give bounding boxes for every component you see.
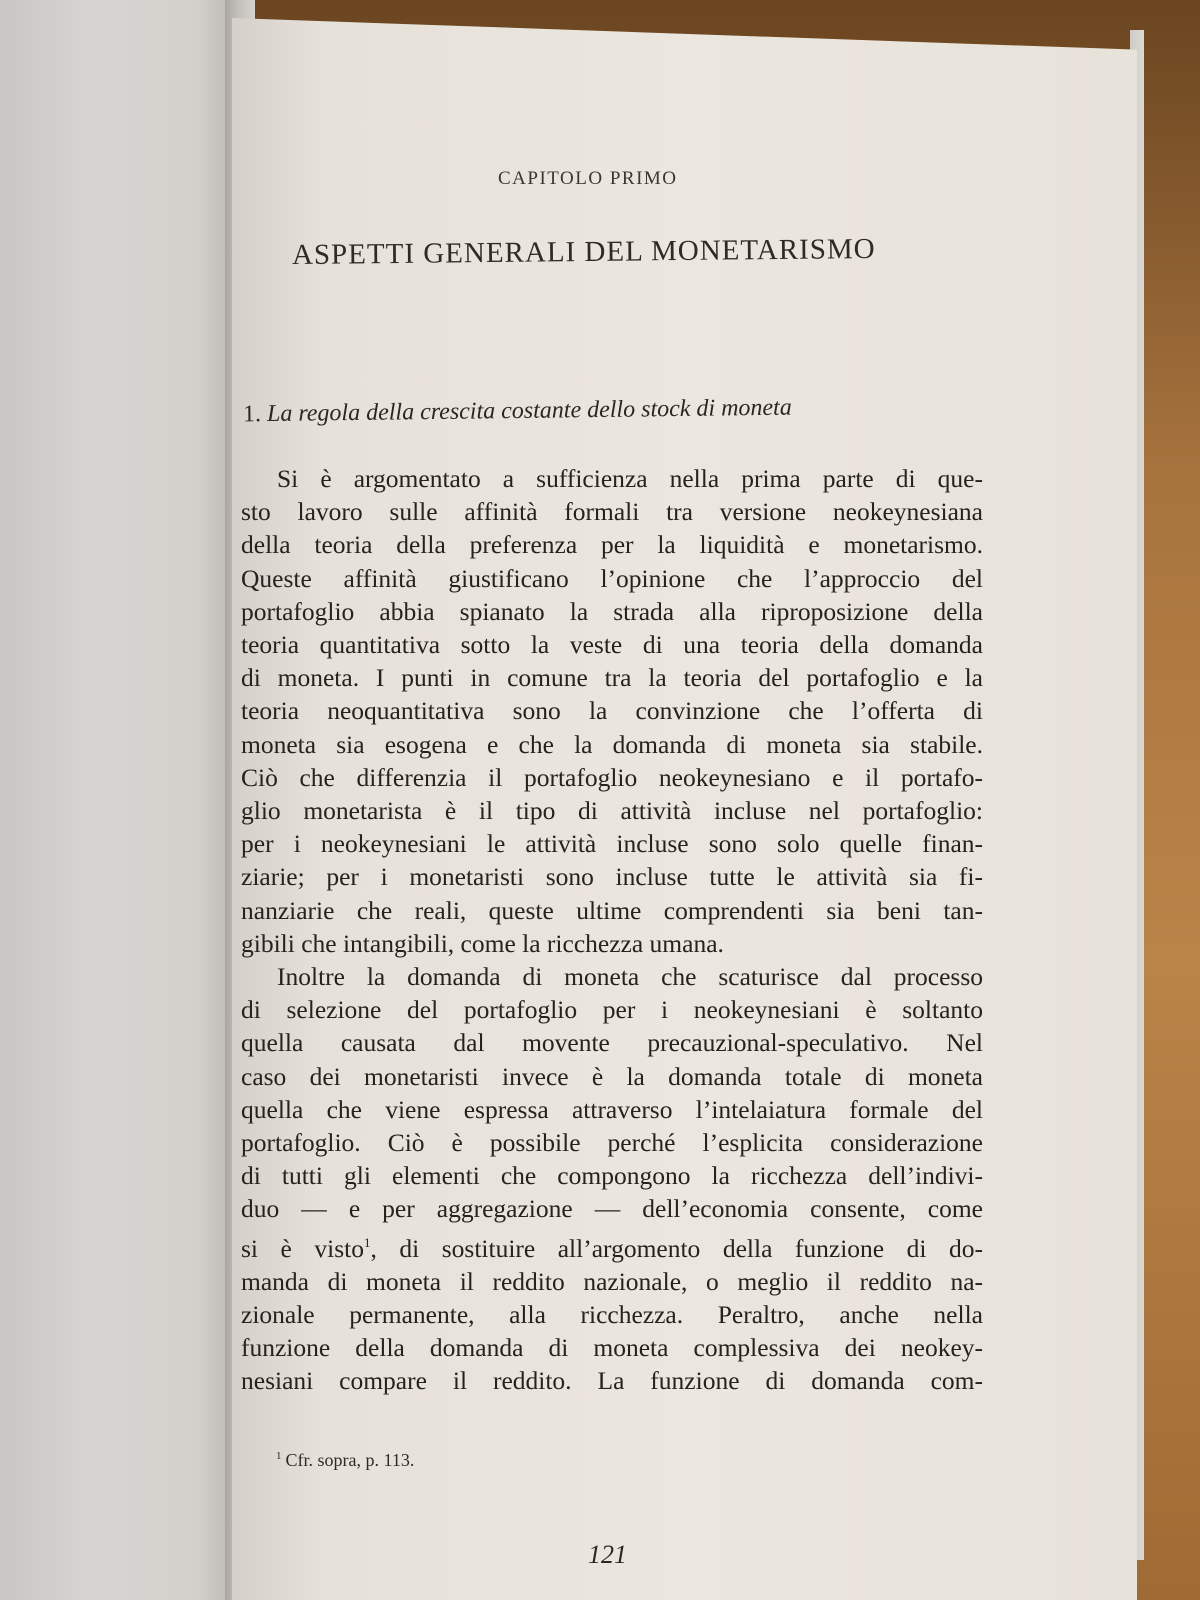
- text-line: moneta sia esogena e che la domanda di moneta sia stabile.: [241, 729, 983, 759]
- text-line: nanziarie che reali, queste ultime comprendenti sia beni tan-: [241, 895, 983, 925]
- section-number: 1.: [242, 401, 262, 428]
- text-line-with-noteref: [241, 1226, 983, 1265]
- chapter-label: CAPITOLO PRIMO: [498, 168, 678, 189]
- text-line: Si è argomentato a sufficienza nella prima parte di que-: [277, 464, 983, 493]
- text-line: Inoltre la domanda di moneta che scaturisce dal processo: [277, 962, 983, 992]
- section-heading: [243, 395, 792, 429]
- text-line: funzione della domanda di moneta complessiva dei neokey-: [241, 1333, 983, 1363]
- text-fragment: si è visto: [241, 1233, 364, 1263]
- text-line: di selezione del portafoglio per i neokeynesiani è soltanto: [241, 995, 983, 1025]
- text-line: zionale permanente, alla ricchezza. Peraltro, anche nella: [241, 1300, 983, 1330]
- section-title: La regola della crescita costante dello stock di moneta: [266, 394, 792, 428]
- footnote: [276, 1450, 414, 1471]
- text-fragment: , di sostituire all’argomento della funzione di do-: [370, 1233, 983, 1263]
- text-line: portafoglio abbia spianato la strada alla riproposizione della: [241, 596, 983, 626]
- text-line: teoria neoquantitativa sono la convinzione che l’offerta di: [241, 696, 983, 726]
- footnote-reference[interactable]: 1: [363, 1234, 371, 1250]
- text-line: di tutti gli elementi che compongono la ricchezza dell’indivi-: [241, 1161, 983, 1191]
- footnote-marker: 1: [276, 1450, 282, 1462]
- footnote-text: Cfr. sopra, p. 113.: [285, 1450, 415, 1470]
- text-line: Ciò che differenzia il portafoglio neokeynesiano e il portafo-: [241, 762, 983, 792]
- text-line: per i neokeynesiani le attività incluse sono solo quelle finan-: [241, 829, 983, 859]
- text-line: portafoglio. Ciò è possibile perché l’esplicita considerazione: [241, 1128, 983, 1158]
- body-text: [241, 462, 983, 1398]
- page-number: 121: [588, 1540, 627, 1569]
- text-line: caso dei monetaristi invece è la domanda totale di moneta: [241, 1061, 983, 1091]
- chapter-title: ASPETTI GENERALI DEL MONETARISMO: [291, 232, 876, 272]
- text-line: ziarie; per i monetaristi sono incluse tutte le attività sia fi-: [241, 862, 983, 892]
- text-line: teoria quantitativa sotto la veste di una teoria della domanda: [241, 630, 983, 660]
- text-line: glio monetarista è il tipo di attività incluse nel portafoglio:: [241, 796, 983, 826]
- text-line: Queste affinità giustificano l’opinione che l’approccio del: [241, 563, 983, 593]
- text-line: nesiani compare il reddito. La funzione di domanda com-: [241, 1366, 983, 1396]
- text-line: quella causata dal movente precauzional-speculativo. Nel: [241, 1028, 983, 1058]
- text-line: sto lavoro sulle affinità formali tra versione neokeynesiana: [241, 497, 983, 527]
- text-line: della teoria della preferenza per la liquidità e monetarismo.: [241, 530, 983, 560]
- text-line: gibili che intangibili, come la ricchezza umana.: [241, 928, 724, 958]
- text-line: quella che viene espressa attraverso l’intelaiatura formale del: [241, 1094, 983, 1124]
- text-line: duo — e per aggregazione — dell’economia consente, come: [241, 1194, 983, 1224]
- text-line: di moneta. I punti in comune tra la teoria del portafoglio e la: [241, 663, 983, 693]
- text-line: manda di moneta il reddito nazionale, o meglio il reddito na-: [241, 1266, 983, 1296]
